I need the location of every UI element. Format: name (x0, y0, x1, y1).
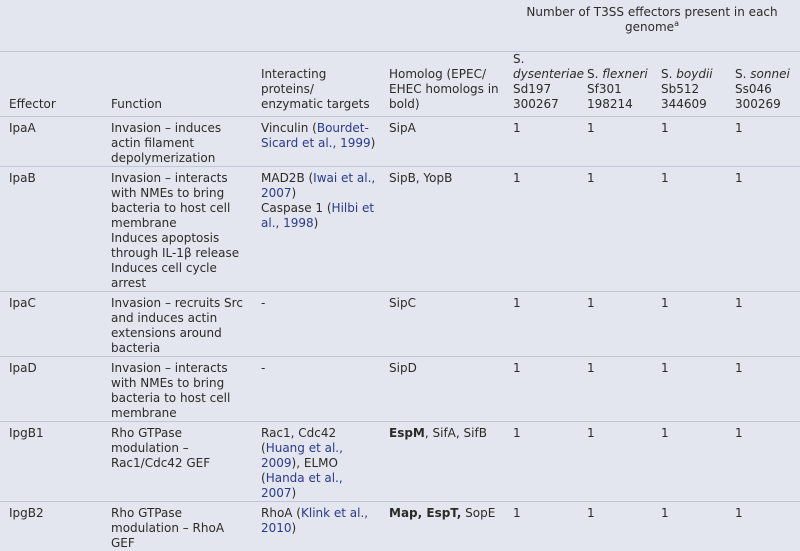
targets-line (261, 201, 376, 231)
homolog-cell (380, 117, 504, 167)
targets-cell (252, 502, 380, 551)
table-row (0, 357, 800, 422)
function-line: Rho GTPase modulation – Rac1/Cdc42 GEF (111, 426, 248, 471)
group-title-text: Number of T3SS effectors present in each genome (526, 5, 777, 34)
cell-text: - (261, 296, 265, 310)
targets-line (261, 171, 376, 201)
function-cell (102, 422, 252, 502)
genome-count-cell: 1 (504, 357, 578, 422)
column-header-genome-dysenteriae (504, 52, 578, 117)
group-header-genomes (504, 0, 800, 52)
cell-text: ), ELMO ( (261, 456, 338, 485)
effector-cell: IpaA (0, 117, 102, 167)
genome-species: sonnei (750, 67, 790, 81)
genome-count-cell: 1 (652, 117, 726, 167)
citation-link: Iwai et al., 2007 (261, 171, 375, 200)
function-line: Invasion – interacts with NMEs to bring bacteria to host cell membrane (111, 361, 248, 421)
genome-genus: S. (735, 67, 746, 81)
function-cell (102, 502, 252, 551)
targets-line (261, 361, 376, 376)
genome-count-cell: 1 (578, 422, 652, 502)
genome-count-cell: 1 (504, 117, 578, 167)
column-header-genome-boydii (652, 52, 726, 117)
citation-link: Huang et al., 2009 (261, 441, 343, 470)
genome-species: dysenteriae (513, 67, 584, 81)
genome-count-cell: 1 (726, 167, 800, 292)
bold-homolog: Map, EspT, (389, 506, 461, 520)
genome-count-cell: 1 (652, 167, 726, 292)
citation-link: Bourdet-Sicard et al., 1999 (261, 121, 371, 150)
genome-count-cell: 1 (652, 502, 726, 551)
function-line: Induces apoptosis through IL-1β release (111, 231, 248, 261)
genome-species: boydii (676, 67, 712, 81)
targets-line (261, 506, 376, 536)
genome-count-cell: 1 (504, 422, 578, 502)
function-line: Induces cell cycle arrest (111, 261, 248, 291)
function-cell (102, 117, 252, 167)
effector-cell: IpaB (0, 167, 102, 292)
homolog-cell (380, 502, 504, 551)
function-line: Invasion – recruits Src and induces actin extensions around bacteria (111, 296, 248, 356)
genome-count-cell: 1 (578, 502, 652, 551)
cell-text: ) (292, 486, 297, 500)
effector-cell: IpaD (0, 357, 102, 422)
cell-text: - (261, 361, 265, 375)
cell-text: MAD2B ( (261, 171, 313, 185)
column-header-homolog: Homolog (EPEC/ EHEC homologs in bold) (380, 52, 504, 117)
genome-count-cell: 1 (726, 357, 800, 422)
genome-genus: S. (661, 67, 672, 81)
cell-text: Vinculin ( (261, 121, 317, 135)
genome-genus: S. (513, 52, 524, 66)
table-row (0, 117, 800, 167)
function-cell (102, 167, 252, 292)
genome-count-cell: 1 (652, 422, 726, 502)
cell-text: SipB, YopB (389, 171, 452, 185)
genome-count-cell: 1 (652, 357, 726, 422)
column-header-genome-flexneri (578, 52, 652, 117)
table-column-header-row (0, 52, 800, 117)
genome-count-cell: 1 (578, 117, 652, 167)
genome-strain: Sf301 (587, 82, 648, 97)
targets-line (261, 121, 376, 151)
cell-text: SopE (461, 506, 495, 520)
genome-id: 300269 (735, 97, 796, 112)
function-cell (102, 292, 252, 357)
genome-count-cell: 1 (578, 167, 652, 292)
genome-count-cell: 1 (726, 422, 800, 502)
column-header-targets: Interacting proteins/ enzymatic targets (252, 52, 380, 117)
targets-cell (252, 422, 380, 502)
genome-count-cell: 1 (726, 502, 800, 551)
cell-text: ) (314, 216, 319, 230)
targets-cell (252, 357, 380, 422)
genome-strain: Sd197 (513, 82, 574, 97)
genome-genus: S. (587, 67, 598, 81)
table-row (0, 422, 800, 502)
citation-link: Klink et al., 2010 (261, 506, 368, 535)
genome-id: 300267 (513, 97, 574, 112)
table-row (0, 292, 800, 357)
targets-line (261, 296, 376, 311)
genome-id: 344609 (661, 97, 722, 112)
genome-count-cell: 1 (578, 292, 652, 357)
homolog-cell (380, 422, 504, 502)
genome-count-cell: 1 (504, 502, 578, 551)
function-cell (102, 357, 252, 422)
group-header-spacer (0, 0, 504, 52)
table-body (0, 117, 800, 551)
targets-cell (252, 167, 380, 292)
cell-text: SipA (389, 121, 416, 135)
genome-count-cell: 1 (726, 292, 800, 357)
genome-count-cell: 1 (504, 167, 578, 292)
genome-count-cell: 1 (652, 292, 726, 357)
genome-species: flexneri (602, 67, 648, 81)
table-group-header-row (0, 0, 800, 52)
homolog-cell (380, 167, 504, 292)
genome-id: 198214 (587, 97, 648, 112)
function-line: Rho GTPase modulation – RhoA GEF (111, 506, 248, 551)
genome-strain: Sb512 (661, 82, 722, 97)
genome-count-cell: 1 (726, 117, 800, 167)
targets-line (261, 426, 376, 501)
effector-cell: IpaC (0, 292, 102, 357)
bold-homolog: EspM (389, 426, 425, 440)
function-line: Invasion – interacts with NMEs to bring bacteria to host cell membrane (111, 171, 248, 231)
table-row (0, 167, 800, 292)
group-title-footnote-mark: a (674, 19, 679, 28)
cell-text: RhoA ( (261, 506, 301, 520)
function-line: Invasion – induces actin filament depolymerization (111, 121, 248, 166)
cell-text: ) (371, 136, 376, 150)
targets-cell (252, 117, 380, 167)
column-header-effector: Effector (0, 52, 102, 117)
cell-text: SipC (389, 296, 416, 310)
effector-cell: IpgB1 (0, 422, 102, 502)
cell-text: ) (292, 186, 297, 200)
genome-count-cell: 1 (578, 357, 652, 422)
cell-text: , SifA, SifB (425, 426, 487, 440)
citation-link: Handa et al., 2007 (261, 471, 343, 500)
genome-count-cell: 1 (504, 292, 578, 357)
targets-cell (252, 292, 380, 357)
column-header-function: Function (102, 52, 252, 117)
table-row (0, 502, 800, 551)
column-header-genome-sonnei (726, 52, 800, 117)
cell-text: SipD (389, 361, 417, 375)
cell-text: Caspase 1 ( (261, 201, 332, 215)
homolog-cell (380, 292, 504, 357)
cell-text: ) (292, 521, 297, 535)
genome-strain: Ss046 (735, 82, 796, 97)
effector-cell: IpgB2 (0, 502, 102, 551)
citation-link: Hilbi et al., 1998 (261, 201, 374, 230)
homolog-cell (380, 357, 504, 422)
cell-text: Rac1, Cdc42 ( (261, 426, 336, 455)
